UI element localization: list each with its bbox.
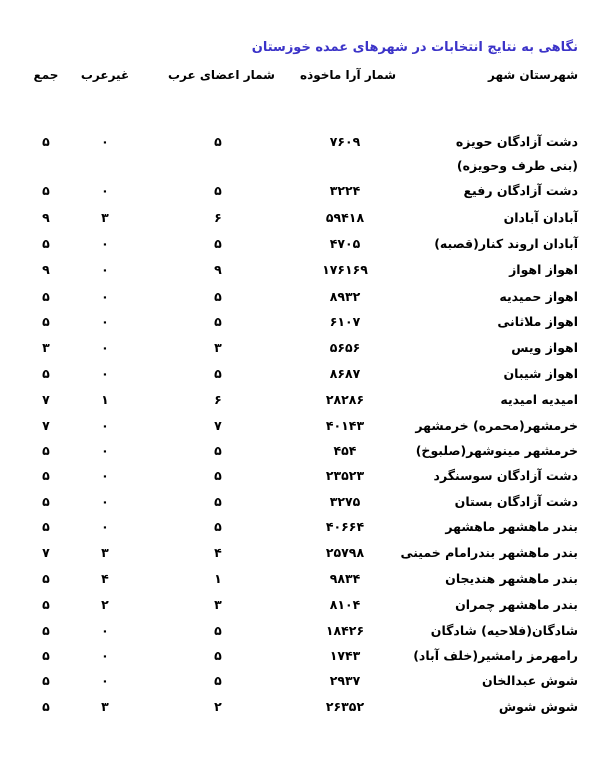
- non-arab-cell: ۲: [101, 597, 109, 612]
- header-city: شهرستان شهر: [488, 68, 578, 82]
- arab-members-cell: ۳: [214, 597, 222, 612]
- votes-cell: ۷۶۰۹: [329, 134, 361, 149]
- arab-members-cell: ۵: [214, 648, 222, 663]
- city-cell: آبادان اروند کنار(قصبه): [434, 236, 578, 251]
- total-cell: ۷: [42, 545, 50, 560]
- total-cell: ۵: [42, 289, 50, 304]
- city-cell: بندر ماهشهر بندرامام خمینی: [400, 545, 578, 560]
- non-arab-cell: ۰: [101, 418, 109, 433]
- arab-members-cell: ۵: [214, 673, 222, 688]
- city-cell: اهواز اهواز: [509, 262, 578, 277]
- non-arab-cell: ۰: [101, 494, 109, 509]
- non-arab-cell: ۰: [101, 623, 109, 638]
- non-arab-cell: ۰: [101, 289, 109, 304]
- arab-members-cell: ۵: [214, 468, 222, 483]
- total-cell: ۹: [42, 210, 50, 225]
- arab-members-cell: ۹: [214, 262, 222, 277]
- total-cell: ۵: [42, 443, 50, 458]
- total-cell: ۳: [42, 340, 50, 355]
- total-cell: ۵: [42, 468, 50, 483]
- votes-cell: ۶۱۰۷: [329, 314, 361, 329]
- non-arab-cell: ۱: [101, 392, 109, 407]
- city-cell: رامهرمز رامشیر(خلف آباد): [413, 648, 578, 663]
- non-arab-cell: ۳: [101, 699, 109, 714]
- non-arab-cell: ۰: [101, 468, 109, 483]
- arab-members-cell: ۵: [214, 494, 222, 509]
- votes-cell: ۱۷۴۳: [329, 648, 361, 663]
- total-cell: ۵: [42, 494, 50, 509]
- votes-cell: ۸۶۸۷: [329, 366, 361, 381]
- non-arab-cell: ۰: [101, 183, 109, 198]
- city-cell: شوش عبدالخان: [482, 673, 578, 688]
- non-arab-cell: ۰: [101, 648, 109, 663]
- votes-cell: ۹۸۳۴: [329, 571, 361, 586]
- non-arab-cell: ۰: [101, 262, 109, 277]
- votes-cell: ۲۸۲۸۶: [325, 392, 365, 407]
- city-cell: دشت آزادگان بستان: [454, 494, 578, 509]
- city-cell: اهواز شیبان: [503, 366, 578, 381]
- arab-members-cell: ۲: [214, 699, 222, 714]
- arab-members-cell: ۵: [214, 443, 222, 458]
- votes-cell: ۴۰۶۶۴: [325, 519, 365, 534]
- city-cell: دشت آزادگان سوسنگرد: [433, 468, 578, 483]
- city-cell: اهواز ملاثانی: [497, 314, 578, 329]
- arab-members-cell: ۵: [214, 623, 222, 638]
- votes-cell: ۳۲۷۵: [329, 494, 361, 509]
- city-cell: شوش شوش: [498, 699, 578, 714]
- votes-cell: ۱۸۴۲۶: [325, 623, 365, 638]
- header-votes: شمار آرا ماخوذه: [300, 68, 397, 82]
- arab-members-cell: ۵: [214, 366, 222, 381]
- non-arab-cell: ۰: [101, 314, 109, 329]
- votes-cell: ۲۶۳۵۲: [325, 699, 365, 714]
- total-cell: ۵: [42, 597, 50, 612]
- votes-cell: ۴۵۴: [333, 443, 357, 458]
- total-cell: ۵: [42, 571, 50, 586]
- arab-members-cell: ۵: [214, 183, 222, 198]
- total-cell: ۵: [42, 183, 50, 198]
- arab-members-cell: ۶: [214, 210, 222, 225]
- votes-cell: ۴۷۰۵: [329, 236, 361, 251]
- city-cell: آبادان آبادان: [503, 210, 578, 225]
- page-title: نگاهی به نتایج انتخابات در شهرهای عمده خوزستان: [251, 40, 578, 55]
- total-cell: ۵: [42, 314, 50, 329]
- header-total: جمع: [33, 68, 59, 82]
- total-cell: ۵: [42, 519, 50, 534]
- votes-cell: ۱۷۶۱۶۹: [322, 262, 368, 277]
- city-cell: دشت آزادگان رفیع: [463, 183, 578, 198]
- arab-members-cell: ۶: [214, 392, 222, 407]
- total-cell: ۷: [42, 392, 50, 407]
- non-arab-cell: ۰: [101, 443, 109, 458]
- total-cell: ۵: [42, 134, 50, 149]
- city-cell: بندر ماهشهر چمران: [455, 597, 578, 612]
- city-cell: بندر ماهشهر هندیجان: [445, 571, 578, 586]
- total-cell: ۵: [42, 648, 50, 663]
- arab-members-cell: ۴: [214, 545, 222, 560]
- total-cell: ۵: [42, 236, 50, 251]
- votes-cell: ۴۰۱۴۳: [325, 418, 365, 433]
- non-arab-cell: ۳: [101, 210, 109, 225]
- votes-cell: ۵۹۴۱۸: [325, 210, 365, 225]
- non-arab-cell: ۰: [101, 340, 109, 355]
- city-cell: خرمشهر(محمره) خرمشهر: [415, 418, 578, 433]
- city-cell: (بنی طرف وحویزه): [456, 158, 578, 173]
- total-cell: ۹: [42, 262, 50, 277]
- arab-members-cell: ۵: [214, 289, 222, 304]
- votes-cell: ۸۱۰۴: [329, 597, 361, 612]
- arab-members-cell: ۵: [214, 519, 222, 534]
- non-arab-cell: ۰: [101, 366, 109, 381]
- votes-cell: ۸۹۳۲: [329, 289, 361, 304]
- non-arab-cell: ۳: [101, 545, 109, 560]
- city-cell: بندر ماهشهر ماهشهر: [445, 519, 578, 534]
- city-cell: خرمشهر مینوشهر(صلبوخ): [415, 443, 578, 458]
- votes-cell: ۵۶۵۶: [329, 340, 361, 355]
- non-arab-cell: ۰: [101, 236, 109, 251]
- arab-members-cell: ۷: [214, 418, 222, 433]
- arab-members-cell: ۵: [214, 236, 222, 251]
- city-cell: شادگان(فلاحیه) شادگان: [430, 623, 578, 638]
- city-cell: اهواز ویس: [511, 340, 578, 355]
- city-cell: دشت آزادگان حویزه: [455, 134, 578, 149]
- city-cell: امیدیه امیدیه: [500, 392, 578, 407]
- non-arab-cell: ۰: [101, 519, 109, 534]
- header-arab: شمار اعضای عرب: [168, 68, 275, 82]
- non-arab-cell: ۴: [101, 571, 109, 586]
- votes-cell: ۲۳۵۲۳: [325, 468, 365, 483]
- non-arab-cell: ۰: [101, 134, 109, 149]
- total-cell: ۵: [42, 623, 50, 638]
- total-cell: ۵: [42, 699, 50, 714]
- votes-cell: ۳۲۲۴: [329, 183, 361, 198]
- votes-cell: ۲۹۳۷: [329, 673, 361, 688]
- arab-members-cell: ۵: [214, 314, 222, 329]
- total-cell: ۵: [42, 673, 50, 688]
- non-arab-cell: ۰: [101, 673, 109, 688]
- header-non-arab: غیرعرب: [80, 68, 130, 82]
- city-cell: اهواز حمیدیه: [499, 289, 578, 304]
- arab-members-cell: ۳: [214, 340, 222, 355]
- arab-members-cell: ۵: [214, 134, 222, 149]
- votes-cell: ۲۵۷۹۸: [325, 545, 365, 560]
- arab-members-cell: ۱: [214, 571, 222, 586]
- total-cell: ۷: [42, 418, 50, 433]
- total-cell: ۵: [42, 366, 50, 381]
